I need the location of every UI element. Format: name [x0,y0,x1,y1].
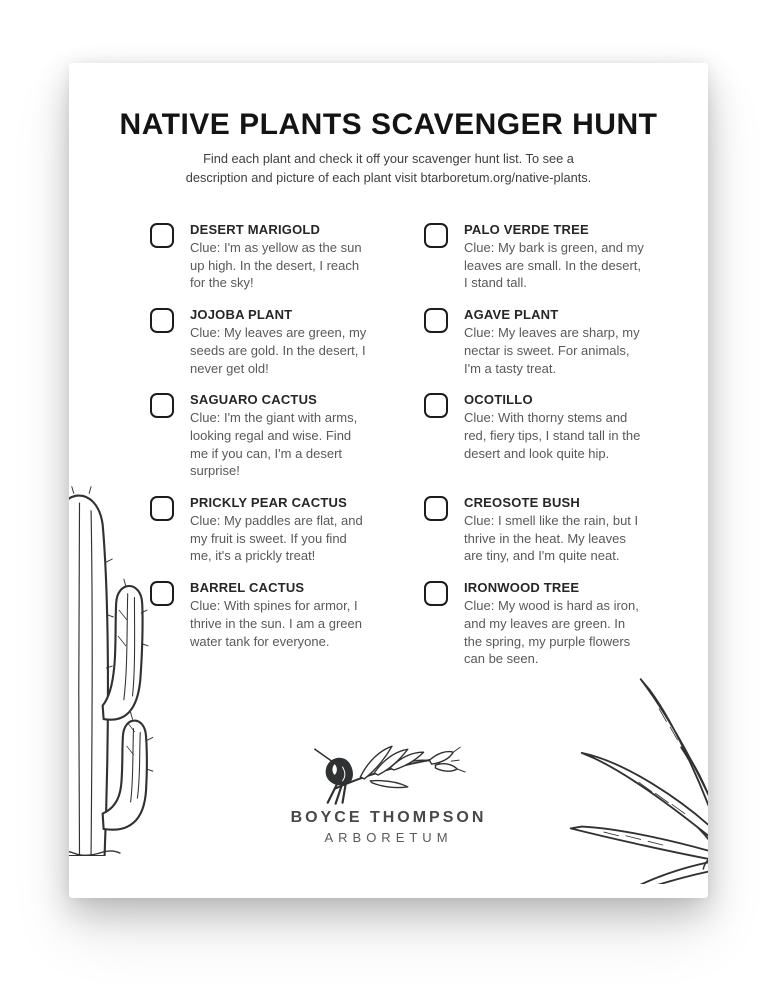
list-item-agave-plant [424,306,698,377]
list-item-saguaro-cactus [150,391,424,480]
checkbox-desert-marigold[interactable] [150,223,174,248]
plant-checklist [150,221,698,668]
plant-clue: Clue: My leaves are green, my seeds are gold. In the desert, I never get old! [190,325,367,376]
page-subtitle [174,150,604,187]
checkbox-ironwood-tree[interactable] [424,581,448,606]
list-item-prickly-pear-cactus [150,494,424,565]
logo-name: BOYCE THOMPSON [290,809,487,826]
hummingbird-branch-icon [305,737,473,805]
plant-clue: Clue: My paddles are flat, and my fruit is sweet. If you find me, it's a prickly treat! [190,513,363,564]
list-item-creosote-bush [424,494,698,565]
list-item-palo-verde-tree [424,221,698,292]
page-title: NATIVE PLANTS SCAVENGER HUNT [119,108,658,141]
page-subtitle-line-2: description and picture of each plant visit btarboretum.org/native-plants. [185,169,592,185]
plant-clue: Clue: I'm as yellow as the sun up high. In the desert, I reach for the sky! [190,240,362,291]
checkbox-saguaro-cactus[interactable] [150,393,174,418]
logo-subname: ARBORETUM [324,830,453,845]
plant-name: PALO VERDE TREE [464,222,589,237]
plant-name: AGAVE PLANT [464,307,559,323]
plant-name: SAGUARO CACTUS [190,392,318,408]
list-item-desert-marigold [150,221,424,292]
plant-name: PRICKLY PEAR CACTUS [190,495,347,511]
plant-clue: Clue: I'm the giant with arms, looking regal and wise. Find me if you can, I'm a desert surprise! [190,410,358,479]
plant-name: BARREL CACTUS [190,580,305,596]
plant-clue: Clue: I smell like the rain, but I thrive in the heat. My leaves are tiny, and I'm quite neat. [464,513,639,564]
checkbox-ocotillo[interactable] [424,393,448,418]
checkbox-agave-plant[interactable] [424,308,448,333]
plant-clue: Clue: With thorny stems and red, fiery tips, I stand tall in the desert and look quite hip. [464,410,641,461]
plant-name: IRONWOOD TREE [464,580,580,596]
plant-clue: Clue: My bark is green, and my leaves are small. In the desert, I stand tall. [464,240,644,291]
list-item-ocotillo [424,391,698,480]
list-item-barrel-cactus [150,579,424,668]
checkbox-creosote-bush[interactable] [424,496,448,521]
checkbox-palo-verde-tree[interactable] [424,223,448,248]
scavenger-hunt-sheet [69,63,708,898]
plant-name: JOJOBA PLANT [190,307,293,323]
plant-name: CREOSOTE BUSH [464,495,581,511]
list-item-jojoba-plant [150,306,424,377]
plant-clue: Clue: My leaves are sharp, my nectar is sweet. For animals, I'm a tasty treat. [464,325,640,376]
arboretum-logo [69,737,708,845]
plant-name: OCOTILLO [464,392,533,408]
plant-clue: Clue: My wood is hard as iron, and my leaves are green. In the spring, my purple flowers can be seen. [464,598,639,667]
checkbox-jojoba-plant[interactable] [150,308,174,333]
plant-name: DESERT MARIGOLD [190,222,321,237]
plant-clue: Clue: With spines for armor, I thrive in the sun. I am a green water tank for everyone. [190,598,362,649]
page-subtitle-line-1: Find each plant and check it off your scavenger hunt list. To see a [203,151,574,166]
